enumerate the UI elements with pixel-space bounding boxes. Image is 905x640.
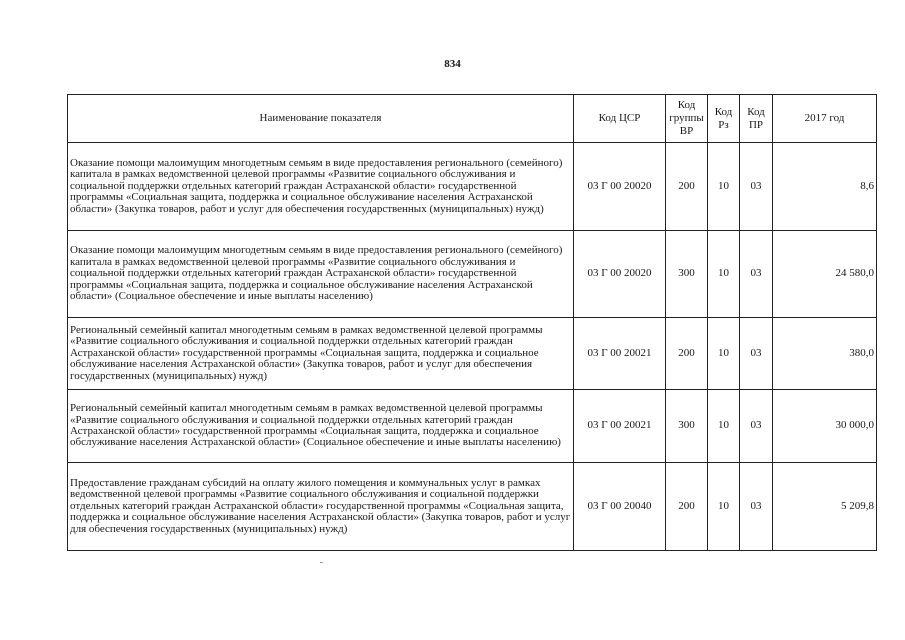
row-amount: 30 000,0	[773, 390, 877, 463]
row-amount: 24 580,0	[773, 231, 877, 318]
row-vr: 200	[666, 463, 708, 551]
header-year: 2017 год	[773, 95, 877, 143]
table-row	[68, 143, 877, 231]
row-pr: 03	[740, 390, 773, 463]
table-header-row	[68, 95, 877, 143]
scan-speck	[320, 562, 323, 563]
row-pr: 03	[740, 231, 773, 318]
table-row	[68, 463, 877, 551]
row-rz: 10	[708, 390, 740, 463]
page-number: 834	[444, 58, 461, 70]
row-csr: 03 Г 00 20040	[574, 463, 666, 551]
row-name: Оказание помощи малоимущим многодетным семьям в виде предоставления регионального (семейного) капитала в рамках ведомственной целевой программы «Развитие социального обслуживания и социальной поддержки отдельных категорий граждан Астраханской области» государственной программы «Социальная защита, поддержка и социальное обслуживание населения Астраханской области» (Социальное обеспечение и иные выплаты населению)	[68, 231, 574, 318]
header-pr: Код ПР	[740, 95, 773, 143]
row-csr: 03 Г 00 20021	[574, 390, 666, 463]
table-row	[68, 390, 877, 463]
row-vr: 300	[666, 390, 708, 463]
row-rz: 10	[708, 463, 740, 551]
row-name: Региональный семейный капитал многодетным семьям в рамках ведомственной целевой программы «Развитие социального обслуживания и социальной поддержки отдельных категорий граждан Астраханской области» государственной программы «Социальная защита, поддержка и социальное обслуживание населения Астраханской области» (Социальное обеспечение и иные выплаты населению)	[68, 390, 574, 463]
header-rz: Код Рз	[708, 95, 740, 143]
row-pr: 03	[740, 318, 773, 390]
header-vr: Код группы ВР	[666, 95, 708, 143]
header-csr: Код ЦСР	[574, 95, 666, 143]
row-pr: 03	[740, 463, 773, 551]
row-pr: 03	[740, 143, 773, 231]
row-rz: 10	[708, 318, 740, 390]
table-row	[68, 318, 877, 390]
row-name: Предоставление гражданам субсидий на оплату жилого помещения и коммунальных услуг в рамках ведомственной целевой программы «Развитие социального обслуживания и социальной поддержки отдельных категорий граждан Астраханской области» государственной программы «Социальная защита, поддержка и социальное обслуживание населения Астраханской области» (Закупка товаров, работ и услуг для обеспечения государственных (муниципальных) нужд)	[68, 463, 574, 551]
budget-table	[67, 94, 877, 551]
row-csr: 03 Г 00 20021	[574, 318, 666, 390]
row-csr: 03 Г 00 20020	[574, 231, 666, 318]
row-name: Региональный семейный капитал многодетным семьям в рамках ведомственной целевой программы «Развитие социального обслуживания и социальной поддержки отдельных категорий граждан Астраханской области» государственной программы «Социальная защита, поддержка и социальное обслуживание населения Астраханской области» (Закупка товаров, работ и услуг для обеспечения государственных (муниципальных) нужд)	[68, 318, 574, 390]
row-amount: 380,0	[773, 318, 877, 390]
row-vr: 300	[666, 231, 708, 318]
table-row	[68, 231, 877, 318]
row-rz: 10	[708, 231, 740, 318]
row-amount: 5 209,8	[773, 463, 877, 551]
row-csr: 03 Г 00 20020	[574, 143, 666, 231]
row-name: Оказание помощи малоимущим многодетным семьям в виде предоставления регионального (семейного) капитала в рамках ведомственной целевой программы «Развитие социального обслуживания и социальной поддержки отдельных категорий граждан Астраханской области» государственной программы «Социальная защита, поддержка и социальное обслуживание населения Астраханской области» (Закупка товаров, работ и услуг для обеспечения государственных (муниципальных) нужд)	[68, 143, 574, 231]
row-vr: 200	[666, 143, 708, 231]
row-amount: 8,6	[773, 143, 877, 231]
header-name: Наименование показателя	[68, 95, 574, 143]
row-rz: 10	[708, 143, 740, 231]
row-vr: 200	[666, 318, 708, 390]
